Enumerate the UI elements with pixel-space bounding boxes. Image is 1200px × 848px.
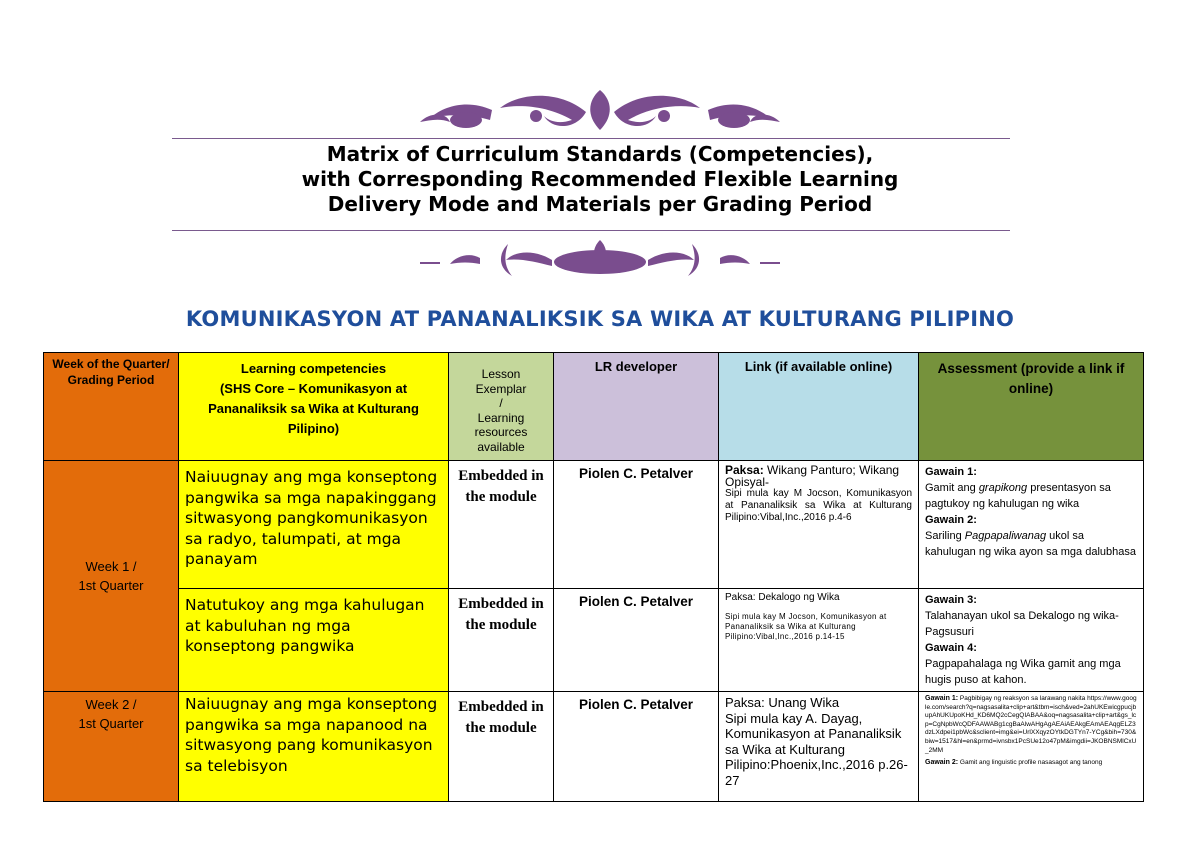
table-row (44, 461, 1144, 589)
header-line: Learning competencies (240, 361, 387, 376)
source-citation: Sipi mula kay M Jocson, Komunikasyon at Pananaliksik sa Wika at Kulturang Pilipino:Vibal,Inc.,2016 p.14-15 (725, 612, 887, 641)
lesson-cell: Embedded in the module (449, 589, 554, 692)
curriculum-matrix-table (43, 352, 1144, 802)
activity-link[interactable]: Pagbibigay ng reaksyon sa larawang nakita https://www.google.com/search?q=nagsasalita+clip+art&tbm=isch&ved=2ahUKEwicgpucjbupAhUKUpoKHd_KD6MQ2cCegQIABAA&oq=nagsasalita+clip+art&gs_lcp=CgNpbWcQDFAAWABg1cgBaAlwAHgAgAEAiAEAkgEAmAEAqgELZ3dzLXdpei1pbWc&sclient=img&ei=UrlXXqyzOYtkDGTYn7-YCg&bih=730&biw=1517&hl=en&prmd=ivnsbx1PcSUe12o47pM&imgdii=JKOBNSMlCxU_2MM (925, 695, 1137, 754)
header-line: available (477, 439, 525, 454)
header-line: / (499, 396, 503, 410)
paksa-topic: Wikang Panturo; Wikang Opisyal- (725, 463, 900, 489)
header-link: Link (if available online) (719, 353, 919, 461)
week-label: Week 2 / (85, 697, 137, 712)
bottom-divider-line (172, 230, 1010, 231)
table-row (44, 589, 1144, 692)
activity-label: Gawain 1: (925, 695, 959, 702)
week-cell (44, 461, 179, 692)
title-line: Delivery Mode and Materials per Grading Period (327, 192, 873, 216)
header-assessment: Assessment (provide a link if online) (919, 353, 1144, 461)
title-line: with Corresponding Recommended Flexible Learning (301, 167, 899, 191)
activity-description: Pagpapahalaga ng Wika gamit ang mga hugis puso at kahon. (925, 658, 1121, 686)
quarter-label: 1st Quarter (78, 578, 144, 593)
link-cell (719, 461, 919, 589)
header-line: Learning (477, 410, 525, 425)
developer-cell: Piolen C. Petalver (554, 461, 719, 589)
lesson-cell: Embedded in the module (449, 692, 554, 802)
activity-label: Gawain 4: (925, 642, 977, 654)
link-cell (719, 692, 919, 802)
week-label: Week 1 / (85, 559, 137, 574)
header-lesson-exemplar (449, 353, 554, 461)
title-line: Matrix of Curriculum Standards (Competencies), (326, 142, 874, 166)
paksa-topic: Paksa: Dekalogo ng Wika (725, 592, 840, 603)
assessment-cell (919, 692, 1144, 802)
header-line: resources (474, 425, 528, 439)
bottom-flourish-ornament (0, 236, 1200, 282)
activity-label: Gawain 1: (925, 466, 977, 478)
developer-cell: Piolen C. Petalver (554, 692, 719, 802)
activity-label: Gawain 2: (925, 514, 977, 526)
week-cell (44, 692, 179, 802)
table-row (44, 692, 1144, 802)
header-line: Pilipino) (287, 421, 340, 436)
assessment-cell (919, 589, 1144, 692)
header-line: Lesson (481, 367, 521, 381)
header-line: (SHS Core – Komunikasyon at (219, 381, 408, 396)
activity-label: Gawain 3: (925, 594, 977, 606)
header-line: Exemplar (475, 381, 527, 396)
header-week: Week of the Quarter/ Grading Period (44, 353, 179, 461)
activity-description: Gamit ang linguistic profile nasasagot ang tanong (959, 759, 1103, 767)
header-competencies (179, 353, 449, 461)
source-citation: Sipi mula kay A. Dayag, Komunikasyon at Pananaliksik sa Wika at Kulturang Pilipino:Phoenix,Inc.,2016 p.26-27 (725, 710, 908, 788)
source-citation: Sipi mula kay M Jocson, Komunikasyon at Pananaliksik sa Wika at Kulturang Pilipino:Vibal,Inc.,2016 p.4-6 (725, 488, 912, 523)
assessment-cell (919, 461, 1144, 589)
quarter-label: 1st Quarter (78, 716, 144, 731)
lesson-cell: Embedded in the module (449, 461, 554, 589)
competency-cell: Natutukoy ang mga kahulugan at kabuluhan ng mga konseptong pangwika (179, 589, 449, 692)
paksa-topic: Paksa: Unang Wika (725, 695, 840, 710)
competency-cell: Naiuugnay ang mga konseptong pangwika sa mga napanood na sitwasyong pang komunikasyon sa telebisyon (179, 692, 449, 802)
paksa-label: Paksa: (725, 463, 764, 477)
activity-description: Talahanayan ukol sa Dekalogo ng wika-Pagsusuri (925, 610, 1119, 638)
activity-label: Gawain 2: (925, 759, 959, 767)
activity-description: Gamit ang grapikong presentasyon sa pagtukoy ng kahulugan ng wika (925, 482, 1111, 510)
header-line: Pananaliksik sa Wika at Kulturang (208, 401, 419, 416)
competency-cell: Naiuugnay ang mga konseptong pangwika sa mga napakinggang sitwasyong pangkomunikasyon sa radyo, talumpati, at mga panayam (179, 461, 449, 589)
top-divider-line (172, 138, 1010, 139)
top-flourish-ornament (0, 86, 1200, 134)
subject-title: KOMUNIKASYON AT PANANALIKSIK SA WIKA AT KULTURANG PILIPINO (185, 307, 1015, 331)
header-lr-developer: LR developer (554, 353, 719, 461)
activity-description: Sariling Pagpapaliwanag ukol sa kahulugan ng wika ayon sa mga dalubhasa (925, 530, 1136, 558)
table-header-row (44, 353, 1144, 461)
link-cell (719, 589, 919, 692)
document-title (0, 142, 1200, 217)
developer-cell: Piolen C. Petalver (554, 589, 719, 692)
